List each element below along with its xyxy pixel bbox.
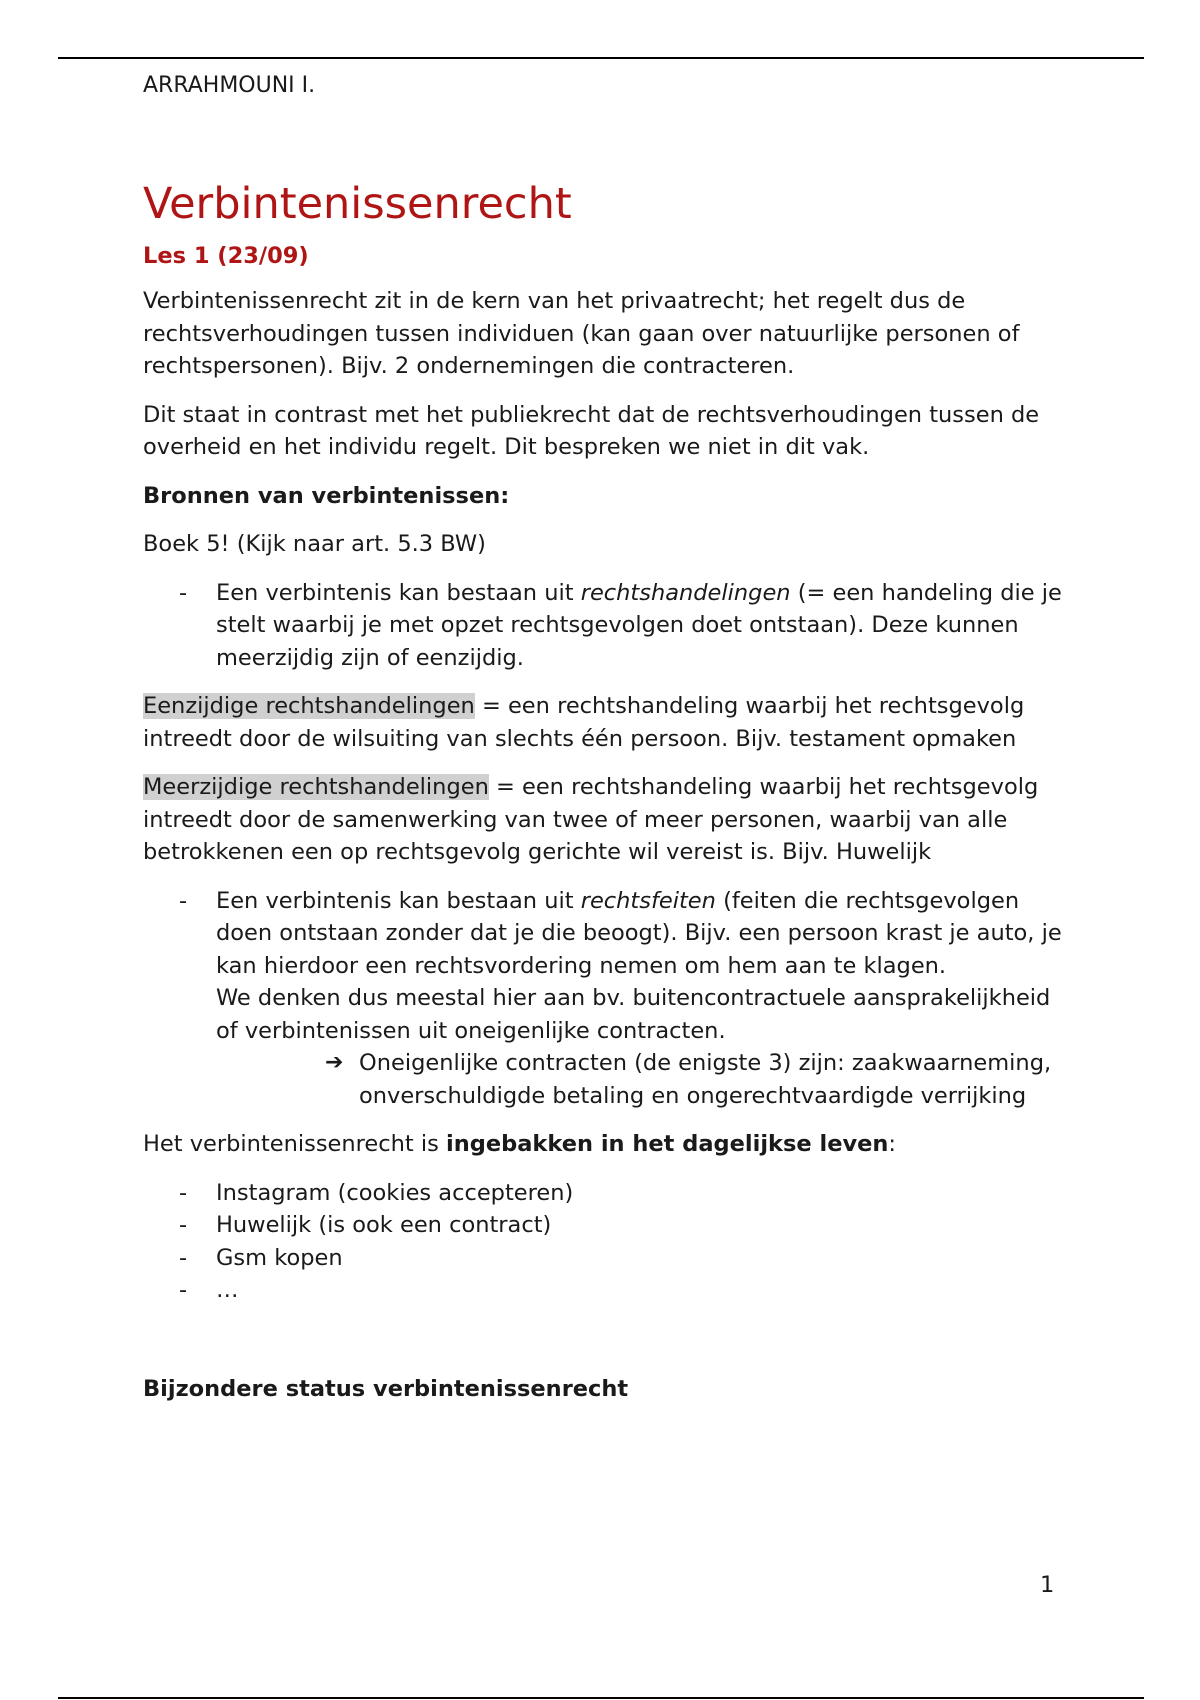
header-rule <box>58 57 1144 59</box>
document-title: Verbintenissenrecht <box>143 179 572 229</box>
list-item-text: Instagram (cookies accepteren) <box>216 1179 574 1206</box>
bullet-text-before: Een verbintenis kan bestaan uit <box>216 579 581 606</box>
list-item <box>143 1177 1063 1210</box>
legal-acts-list <box>143 577 1063 675</box>
contrast-paragraph: Dit staat in contrast met het publiekrecht dat de rechtsverhoudingen tussen de overheid en het individu regelt. Dit bespreken we niet in dit vak. <box>143 401 1040 460</box>
list-item-text: … <box>216 1277 239 1303</box>
bullet-continuation: We denken dus meestal hier aan bv. buitencontractuele aansprakelijkheid of verbintenissen uit oneigenlijke contracten. <box>216 985 1051 1044</box>
special-status-heading: Bijzondere status verbintenissenrecht <box>143 1375 629 1402</box>
daily-life-paragraph <box>143 1128 1063 1161</box>
multilateral-definition <box>143 771 1063 869</box>
arrow-note <box>143 1047 1063 1112</box>
footer-rule <box>58 1697 1144 1699</box>
highlighted-term: Meerzijdige rechtshandelingen <box>143 774 489 800</box>
daily-life-after: : <box>888 1131 897 1157</box>
book-reference: Boek 5! (Kijk naar art. 5.3 BW) <box>143 531 486 557</box>
document-body <box>143 176 1063 1405</box>
examples-list <box>143 1177 1063 1307</box>
dash-bullet: - <box>179 1179 188 1206</box>
list-item <box>143 885 1063 1048</box>
daily-life-before: Het verbintenissenrecht is <box>143 1131 446 1157</box>
page-number: 1 <box>1040 1572 1055 1598</box>
header-author: ARRAHMOUNI I. <box>143 73 316 98</box>
list-item <box>143 1209 1063 1242</box>
sources-heading: Bronnen van verbintenissen: <box>143 482 510 509</box>
list-item <box>143 1274 1063 1307</box>
daily-life-bold: ingebakken in het dagelijkse leven <box>446 1131 889 1157</box>
highlighted-term: Eenzijdige rechtshandelingen <box>143 693 475 719</box>
arrow-right-icon: ➔ <box>325 1050 344 1075</box>
bullet-italic-term: rechtshandelingen <box>580 579 791 606</box>
list-item-text: Gsm kopen <box>216 1244 343 1271</box>
legal-facts-list <box>143 885 1063 1048</box>
bullet-text-before: Een verbintenis kan bestaan uit <box>216 887 581 914</box>
definition-text: = een rechtshandeling waarbij het rechtsgevolg intreedt door de wilsuiting van slechts één persoon. Bijv. testament opmaken <box>143 693 1025 752</box>
bullet-italic-term: rechtsfeiten <box>580 887 716 914</box>
bullet-text-after: (feiten die rechtsgevolgen doen ontstaan zonder dat je die beoogt). Bijv. een persoon krast je auto, je kan hierdoor een rechtsvordering nemen om hem aan te klagen. <box>216 887 1062 979</box>
bullet-text-after: (= een handeling die je stelt waarbij je met opzet rechtsgevolgen doet ontstaan). Deze kunnen meerzijdig zijn of eenzijdig. <box>216 579 1062 671</box>
definition-text: = een rechtshandeling waarbij het rechtsgevolg intreedt door de samenwerking van twee of meer personen, waarbij van alle betrokkenen een op rechtsgevolg gerichte wil vereist is. Bijv. Huwelijk <box>143 774 1039 865</box>
spacer <box>143 1307 1063 1357</box>
dash-bullet: - <box>179 1244 188 1271</box>
list-item <box>143 577 1063 675</box>
list-item <box>143 1242 1063 1275</box>
intro-paragraph: Verbintenissenrecht zit in de kern van het privaatrecht; het regelt dus de rechtsverhoudingen tussen individuen (kan gaan over natuurlijke personen of rechtspersonen). Bijv. 2 ondernemingen die contracteren. <box>143 288 1020 379</box>
dash-bullet: - <box>179 887 188 914</box>
arrow-note-text: Oneigenlijke contracten (de enigste 3) zijn: zaakwaarneming, onverschuldigde betaling en ongerechtvaardigde verrijking <box>359 1050 1052 1109</box>
unilateral-definition <box>143 690 1063 755</box>
lesson-heading: Les 1 (23/09) <box>143 243 309 269</box>
list-item-text: Huwelijk (is ook een contract) <box>216 1212 552 1238</box>
dash-bullet: - <box>179 579 188 606</box>
dash-bullet: - <box>179 1277 188 1303</box>
dash-bullet: - <box>179 1212 188 1238</box>
